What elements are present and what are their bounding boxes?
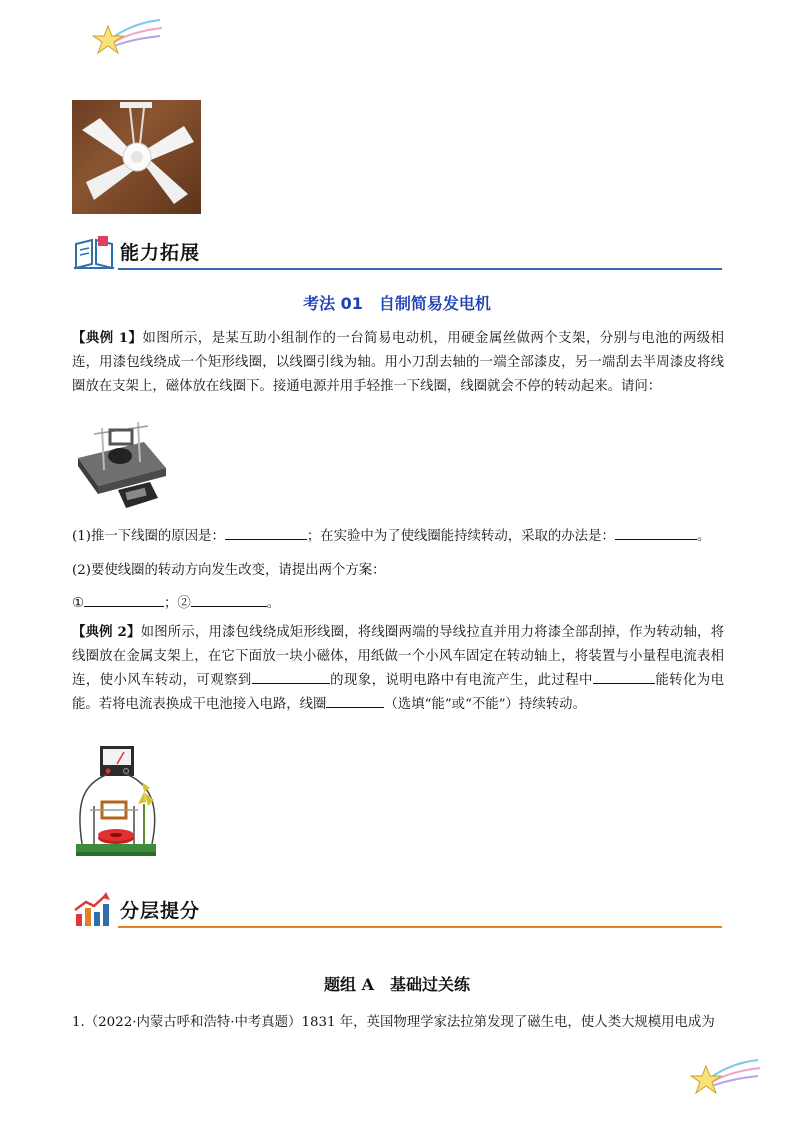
ex2-blank-3[interactable] [326,693,384,708]
section-ability-label: 能力拓展 [120,242,201,264]
open-book-icon [72,234,116,270]
q1-prompt-b: ；在实验中为了使线圈能持续转动，采取的办法是： [306,529,615,544]
method-title: 考法 01 自制简易发电机 [303,294,491,313]
shooting-star-bottom-icon [690,1056,762,1098]
shooting-star-top-icon [92,16,164,58]
example1-paragraph [72,326,724,399]
section-tiered-rule [118,926,722,928]
example2-tag: 【典例 2】 [72,624,141,640]
question-1: 1.（2022·内蒙古呼和浩特·中考真题）1831 年，英国物理学家法拉第发现了磁生电，使人类大规模用电成为 [72,1015,715,1030]
q2-end: 。 [266,596,281,611]
q1-prompt-a: (1)推一下线圈的原因是： [72,529,225,544]
q1-end: 。 [696,529,711,544]
example2-text-a: 如图所示，用漆包线绕成矩形线圈，将线圈两端的导线拉直并用力将漆全部刮掉，作为转动轴，将线圈放在金属支架上，在它下面放一块小磁体，用纸做一个小风车固定在转动轴上，将装置与小量程电流表相连，使小风车转动，可观察到 [72,625,724,688]
q2-option-2-label: ；② [164,596,191,611]
group-a-title: 题组 A 基础过关练 [324,975,470,994]
section-ability-header [72,234,722,270]
example1-q1 [72,525,710,544]
section-tiered-header [72,892,722,928]
ex2-blank-2[interactable] [593,669,655,684]
example1-tag: 【典例 1】 [72,330,143,346]
generator-apparatus-figure [72,744,160,860]
example1-text: 如图所示，是某互助小组制作的一台简易电动机，用硬金属丝做两个支架，分别与电池的两级相连，用漆包线绕成一个矩形线圈，以线圈引线为轴。用小刀刮去轴的一端全部漆皮，另一端刮去半周漆皮将线圈放在支架上，磁体放在线圈下。接通电源并用手轻推一下线圈，线圈就会不停的转动起来。请问： [72,331,724,394]
example1-q2: (2)要使线圈的转动方向发生改变，请提出两个方案： [72,563,386,578]
example1-q2-answers [72,592,280,611]
simple-motor-photo [74,420,170,512]
ex2-blank-1[interactable] [252,669,330,684]
example2-paragraph [72,620,724,717]
example2-text-d: （选填“能”或“不能”）持续转动。 [384,697,586,712]
ceiling-fan-photo [72,100,201,214]
q1-blank-2[interactable] [615,525,697,540]
bar-chart-arrow-icon [72,892,116,928]
example2-text-c: 能转化为电能。若将电流表换成干电池接入电路，线圈 [72,673,725,712]
q1-blank-1[interactable] [225,525,307,540]
q2-option-1-label: ① [72,596,85,611]
example2-text-b: 的现象，说明电路中有电流产生，此过程中 [329,673,593,688]
section-ability-rule [118,268,722,270]
q2-blank-1[interactable] [84,592,164,607]
q2-blank-2[interactable] [191,592,267,607]
section-tiered-label: 分层提分 [120,900,201,922]
